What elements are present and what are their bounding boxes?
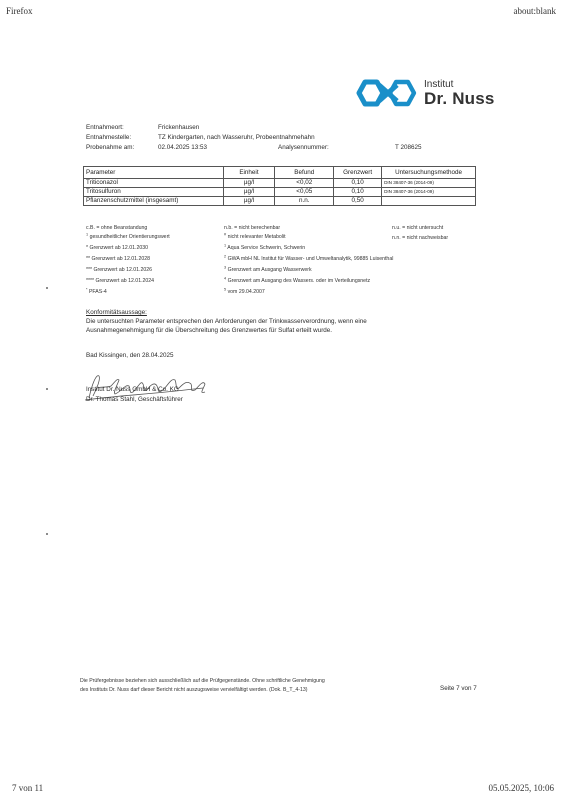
header-parameter: Parameter (84, 167, 224, 179)
table-row (84, 197, 476, 206)
footer-note-line2: des Instituts Dr. Nuss darf dieser Bericht nicht auszugsweise vervielfältigt werden. (Dok. B_T_4-13) (80, 687, 308, 693)
logo-line2: Dr. Nuss (424, 89, 495, 108)
legend-item: $^4$ Grenzwert am Ausgang des Wassers. oder im Verteilungsnetz (224, 276, 371, 284)
legend-item: $^3$ Grenzwert am Ausgang Wasserwerk (224, 265, 312, 273)
sample-label-location: Entnahmeort: (86, 124, 124, 131)
print-datetime: 05.05.2025, 10:06 (488, 783, 554, 793)
table-row (84, 188, 476, 197)
legend-item: *** Grenzwert ab 12.01.2026 (86, 267, 153, 273)
cell-parameter: Tritosulfuron (84, 188, 224, 197)
analysis-number: T 208625 (395, 144, 422, 151)
legend-item: n.n. = nicht nachweisbar (392, 235, 449, 241)
header-result: Befund (275, 167, 334, 179)
cell-method (382, 197, 476, 206)
cell-unit: µg/l (223, 197, 275, 206)
legend-item: # nicht relevanter Metabolit (224, 232, 286, 240)
header-limit: Grenzwert (334, 167, 382, 179)
legend-item: n.u. = nicht untersucht (392, 225, 444, 231)
sample-value-date: 02.04.2025 13:53 (158, 144, 208, 151)
place-date: Bad Kissingen, den 28.04.2025 (86, 352, 174, 359)
signature-company: Institut Dr. Nuss GmbH & Co. KG (86, 386, 179, 393)
conformity-text-line2: Ausnahmegenehmigung für die Überschreitung des Grenzwertes für Sulfat erteilt wurde. (86, 327, 333, 334)
cell-result: n.n. (275, 197, 334, 206)
legend-item: **** Grenzwert ab 12.01.2024 (86, 278, 155, 284)
header-unit: Einheit (223, 167, 275, 179)
cell-limit: 0,10 (334, 179, 382, 188)
legend-item: * Grenzwert ab 12.01.2030 (86, 245, 149, 251)
signature-person: Dr. Thomas Stahl, Geschäftsführer (86, 396, 183, 403)
results-table (83, 166, 476, 206)
footer-page-number: Seite 7 von 7 (440, 685, 477, 692)
cell-unit: µg/l (223, 188, 275, 197)
cell-result: <0,02 (275, 179, 334, 188)
legend-item: $^5$ vom 29.04.2007 (224, 287, 265, 295)
legend-item: n.b. = nicht berechenbar (224, 225, 281, 231)
cell-result: <0,05 (275, 188, 334, 197)
header-method: Untersuchungsmethode (382, 167, 476, 179)
cell-parameter: Pflanzenschutzmittel (insgesamt) (84, 197, 224, 206)
footer-note-line1: Die Prüfergebnisse beziehen sich ausschließlich auf die Prüfgegenstände. Ohne schriftliche Genehmigung (80, 678, 325, 684)
cell-method: DIN 38407-36 (2014-09) (382, 179, 476, 188)
conformity-text-line1: Die untersuchten Parameter entsprechen den Anforderungen der Trinkwasserverordnung, wenn eine (86, 318, 367, 325)
sample-label-date: Probenahme am: (86, 144, 135, 151)
sample-label-site: Entnahmestelle: (86, 134, 132, 141)
browser-app-name: Firefox (6, 6, 33, 16)
sample-value-site: TZ Kindergarten, nach Wasseruhr, Probeentnahmehahn (158, 134, 315, 141)
cell-parameter: Triticonazol (84, 179, 224, 188)
hexagon-chain-logo-icon (355, 77, 421, 114)
cell-limit: 0,50 (334, 197, 382, 206)
browser-address: about:blank (513, 6, 556, 16)
conformity-heading: Konformitätsaussage: (86, 309, 147, 316)
legend-item: $^2$ GWA mbH NL Institut für Wasser- und Umweltanalytik, 99885 Luisenthal (224, 254, 394, 262)
legend-item: $^1$ Aqua Service Schwerin, Schwerin (224, 243, 306, 251)
cell-method: DIN 38407-36 (2014-09) (382, 188, 476, 197)
print-page-counter: 7 von 11 (12, 783, 44, 793)
cell-unit: µg/l (223, 179, 275, 188)
table-row (84, 179, 476, 188)
cell-limit: 0,10 (334, 188, 382, 197)
table-header-row (84, 167, 476, 179)
logo-line1: Institut (424, 79, 454, 90)
margin-dot (46, 388, 48, 390)
legend-item: $^1$ gesundheitlicher Orientierungswert (86, 232, 170, 240)
analysis-label: Analysennummer: (278, 144, 329, 151)
legend-item: ** Grenzwert ab 12.01.2028 (86, 256, 151, 262)
legend-item: c.B. = ohne Beanstandung (86, 225, 148, 231)
sample-value-location: Frickenhausen (158, 124, 200, 131)
margin-dot (46, 533, 48, 535)
legend-item: * PFAS-4 (86, 287, 107, 295)
margin-dot (46, 287, 48, 289)
